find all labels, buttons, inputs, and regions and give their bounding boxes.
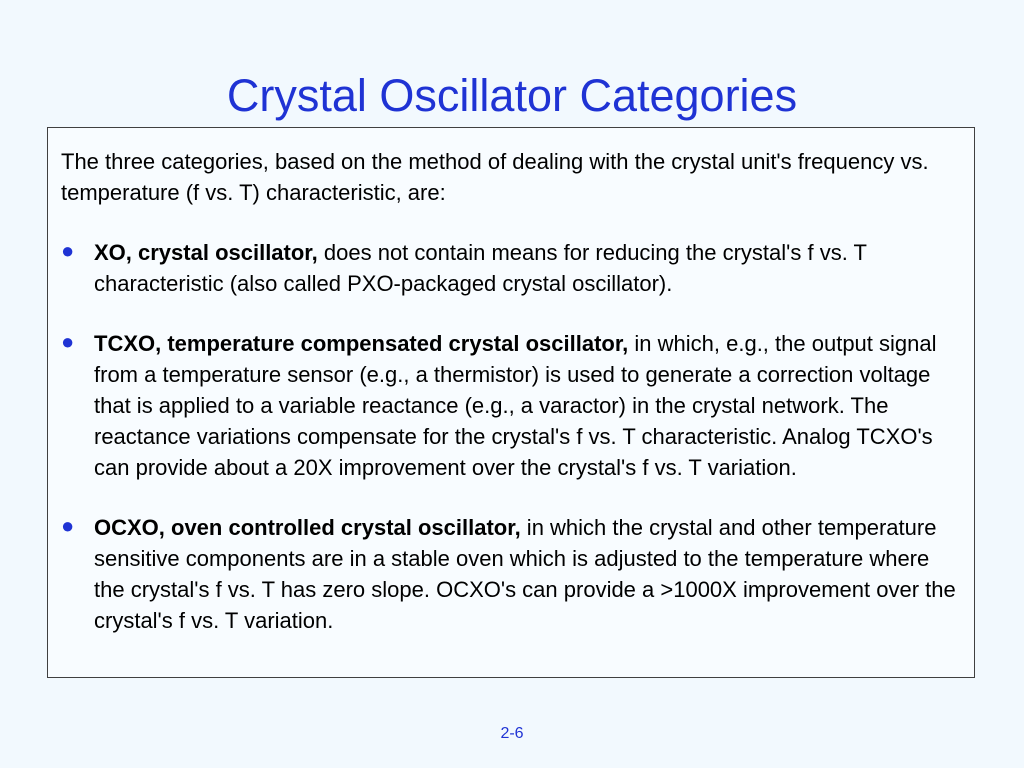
page-number: 2-6 — [500, 725, 524, 742]
bullet-term-xo: XO, crystal oscillator, — [94, 240, 318, 265]
intro-paragraph: The three categories, based on the method of dealing with the crystal unit's frequency vs. temperature (f vs. T) characteristic, are: — [61, 149, 929, 205]
bullet-dot-icon: ● — [61, 329, 75, 354]
bullet-tcxo — [61, 328, 962, 483]
bullet-text-xo: does not contain means for reducing the crystal's f vs. T characteristic (also called PXO-packaged crystal oscillator). — [94, 240, 867, 296]
bullet-term-ocxo: OCXO, oven controlled crystal oscillator, — [94, 515, 521, 540]
bullet-dot-icon: ● — [61, 513, 75, 538]
content-box — [47, 127, 975, 678]
bullet-dot-icon: ● — [61, 238, 75, 263]
bullet-ocxo — [61, 512, 962, 636]
bullet-text-ocxo: in which the crystal and other temperature sensitive components are in a stable oven which is adjusted to the temperature where the crystal's f vs. T has zero slope. OCXO's can provide a >1000X improvement over the crystal's f vs. T variation. — [94, 515, 956, 633]
slide-title: Crystal Oscillator Categories — [226, 70, 798, 122]
bullet-text-tcxo: in which, e.g., the output signal from a temperature sensor (e.g., a thermistor) is used to generate a correction voltage that is applied to a variable reactance (e.g., a varactor) in the crystal network. The reactance variations compensate for the crystal's f vs. T characteristic. Analog TCXO's can provide about a 20X improvement over the crystal's f vs. T variation. — [94, 331, 937, 480]
bullet-term-tcxo: TCXO, temperature compensated crystal oscillator, — [94, 331, 629, 356]
bullet-xo — [61, 237, 962, 299]
